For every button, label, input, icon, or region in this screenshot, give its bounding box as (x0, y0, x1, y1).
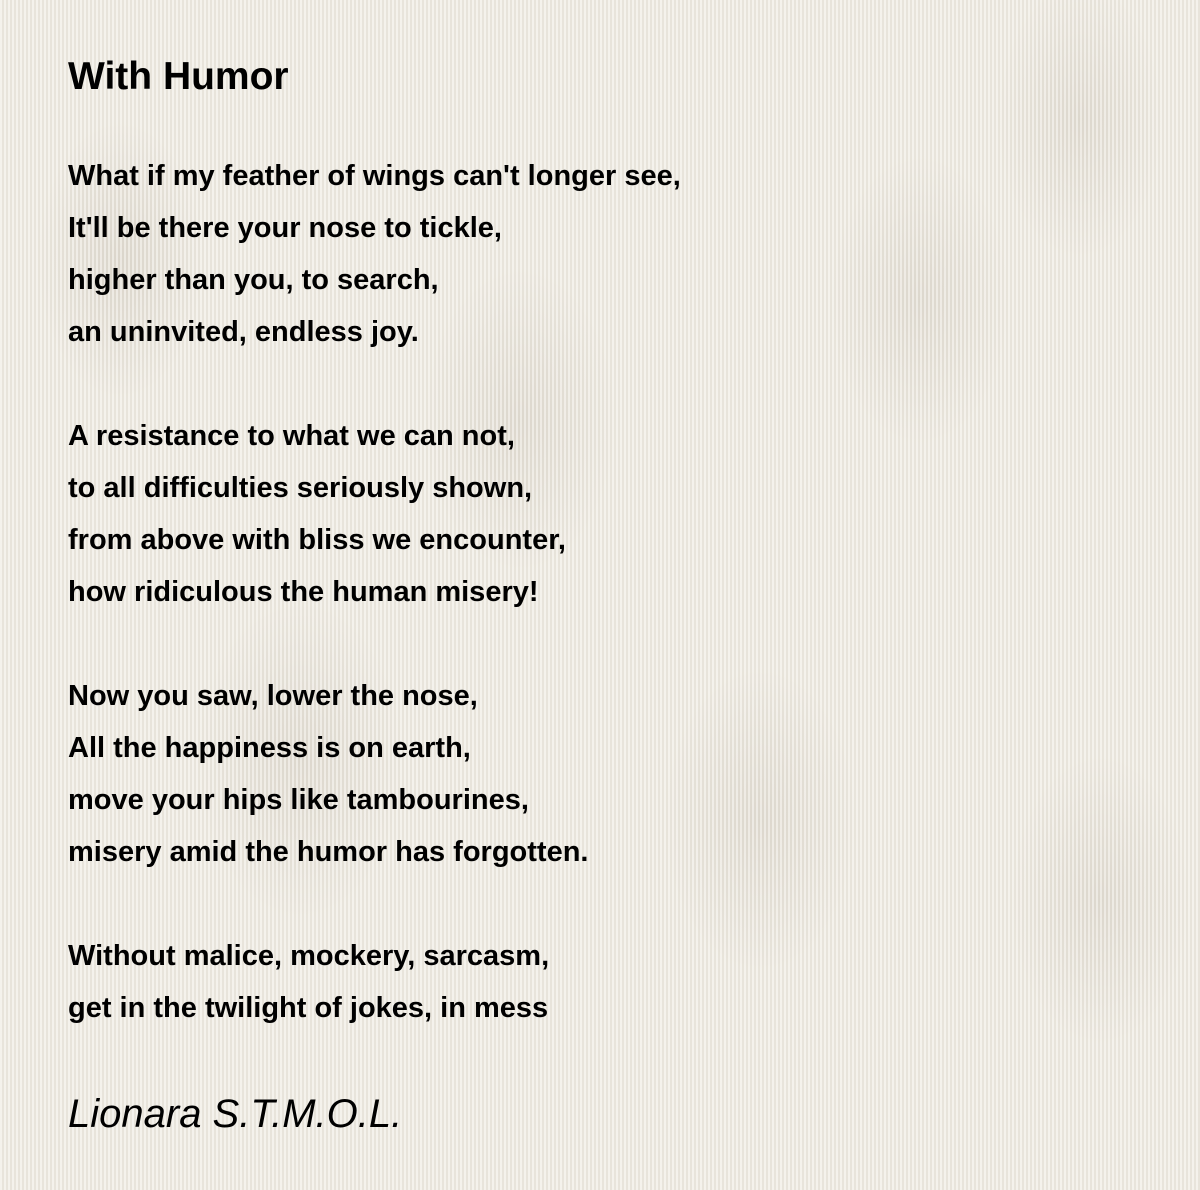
poem-line: from above with bliss we encounter, (68, 524, 566, 556)
poem-line: how ridiculous the human misery! (68, 576, 539, 608)
stanza-3 (68, 670, 1148, 878)
poem-line: higher than you, to search, (68, 264, 439, 296)
poem-line: move your hips like tambourines, (68, 784, 529, 816)
poem-author: Lionara S.T.M.O.L. (68, 1092, 403, 1136)
stanza-4 (68, 930, 1148, 1034)
poem-line: Now you saw, lower the nose, (68, 680, 478, 712)
poem-line: It'll be there your nose to tickle, (68, 212, 502, 244)
poem-line: Without malice, mockery, sarcasm, (68, 940, 550, 972)
poem-card (68, 52, 1148, 1139)
stanza-1 (68, 150, 1148, 358)
poem-line: get in the twilight of jokes, in mess (68, 992, 549, 1024)
poem-body (68, 150, 1148, 1034)
poem-line: misery amid the humor has forgotten. (68, 836, 589, 868)
poem-line: What if my feather of wings can't longer see, (68, 160, 681, 192)
poem-title: With Humor (68, 55, 289, 98)
poem-line: A resistance to what we can not, (68, 420, 515, 452)
poem-line: All the happiness is on earth, (68, 732, 471, 764)
poem-line: an uninvited, endless joy. (68, 316, 419, 348)
poem-line: to all difficulties seriously shown, (68, 472, 533, 504)
stanza-2 (68, 410, 1148, 618)
